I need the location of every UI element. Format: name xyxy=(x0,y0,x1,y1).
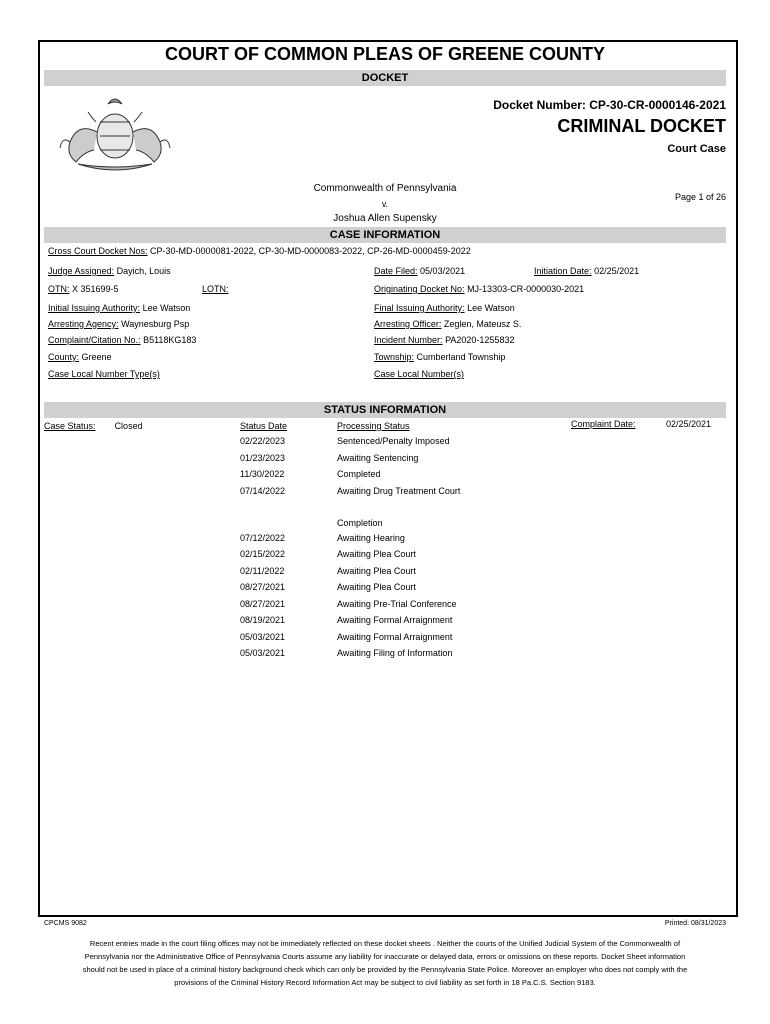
township-row xyxy=(374,352,505,362)
township-label: Township: xyxy=(374,352,415,362)
judge-label: Judge Assigned: xyxy=(48,266,115,276)
pennsylvania-seal-icon xyxy=(48,92,183,174)
processing-status-cell: Awaiting Pre-Trial Conference xyxy=(337,598,457,609)
arresting-officer-row xyxy=(374,319,521,329)
processing-status-cell: Awaiting Formal Arraignment xyxy=(337,631,453,642)
status-date-cell: 02/15/2022 xyxy=(240,549,286,559)
arresting-officer-value: Zeglen, Mateusz S. xyxy=(443,319,522,329)
initial-auth-value: Lee Watson xyxy=(142,303,191,313)
complaint-value: B5118KG183 xyxy=(143,335,197,345)
county-row xyxy=(48,352,112,362)
processing-status-cell: Awaiting Hearing xyxy=(337,532,405,543)
status-date-cell: 02/22/2023 xyxy=(240,436,286,446)
incident-label: Incident Number: xyxy=(374,335,443,345)
status-date-cell: 07/14/2022 xyxy=(240,485,286,496)
processing-status-cell: Awaiting Sentencing xyxy=(337,452,419,463)
case-kind: Court Case xyxy=(667,143,726,155)
status-date-cell: 11/30/2022 xyxy=(240,469,285,479)
caption-line3: Joshua Allen Supensky xyxy=(333,213,437,224)
processing-status-cell: Awaiting Plea Court xyxy=(337,549,416,559)
processing-status-cell: Sentenced/Penalty Imposed xyxy=(337,436,450,446)
processing-status-cell: Completed xyxy=(337,469,381,479)
arresting-agency-label: Arresting Agency: xyxy=(48,319,119,329)
cross-court-row xyxy=(48,246,471,256)
status-date-cell: 08/27/2021 xyxy=(240,598,286,609)
initial-auth-row xyxy=(48,303,190,313)
processing-status-cell: Awaiting Filing of Information xyxy=(337,648,453,658)
county-value: Greene xyxy=(81,352,112,362)
processing-status-cell: Completion xyxy=(337,517,383,528)
case-status-row xyxy=(44,421,143,431)
otn-value: X 351699-5 xyxy=(72,284,119,294)
processing-status-cell: Awaiting Drug Treatment Court xyxy=(337,485,461,496)
orig-docket-row xyxy=(374,284,584,294)
status-date-cell: 05/03/2021 xyxy=(240,631,286,642)
arresting-officer-label: Arresting Officer: xyxy=(374,319,442,329)
status-date-cell: 01/23/2023 xyxy=(240,452,286,463)
initiation-label: Initiation Date: xyxy=(534,266,592,276)
processing-header: Processing Status xyxy=(337,421,410,431)
arresting-agency-row xyxy=(48,319,189,329)
final-auth-value: Lee Watson xyxy=(467,303,515,313)
status-date-header: Status Date xyxy=(240,421,288,431)
arresting-agency-value: Waynesburg Psp xyxy=(121,319,190,329)
processing-status-cell: Awaiting Formal Arraignment xyxy=(337,615,453,625)
docket-type: CRIMINAL DOCKET xyxy=(557,116,726,136)
docket-bar: DOCKET xyxy=(44,70,726,86)
cross-court-value: CP-30-MD-0000081-2022, CP-30-MD-0000083-2022, CP-26-MD-0000459-2022 xyxy=(150,246,471,256)
complaint-label: Complaint/Citation No.: xyxy=(48,335,141,345)
date-filed-value: 05/03/2021 xyxy=(420,266,466,276)
caption-line1: Commonwealth of Pennsylvania xyxy=(313,183,457,194)
form-code: CPCMS 9082 xyxy=(44,920,87,927)
township-value: Cumberland Township xyxy=(416,352,506,362)
orig-docket-label: Originating Docket No: xyxy=(374,284,465,294)
caption-line2: v. xyxy=(381,199,389,209)
status-date-cell: 07/12/2022 xyxy=(240,532,286,543)
status-date-cell: 05/03/2021 xyxy=(240,648,286,658)
final-auth-row xyxy=(374,303,515,313)
case-status-label: Case Status: xyxy=(44,421,96,431)
local-type-label: Case Local Number Type(s) xyxy=(48,369,160,379)
case-status-value: Closed xyxy=(114,421,143,431)
initial-auth-label: Initial Issuing Authority: xyxy=(48,303,141,313)
disclaimer: Recent entries made in the court filing offices may not be immediately reflected on these docket sheets . Neither the courts of the Unified Judicial System of the Commonwealth of Pennsylvania nor the Administrative Office of Pennsylvania Courts assume any liability for inaccurate or delayed data, errors or omissions on these reports. Docket Sheet information should not be used in place of a criminal history background check which can only be provided by the Pennsylvania State Police. Moreover an employer who does not comply with the provisions of the Criminal History Record Information Act may be subject to civil liability as set forth in 18 Pa.C.S. Section 9183. xyxy=(82,939,688,987)
status-date-cell: 08/19/2021 xyxy=(240,615,286,625)
final-auth-label: Final Issuing Authority: xyxy=(374,303,465,313)
otn-label: OTN: xyxy=(48,284,70,294)
status-information-bar: STATUS INFORMATION xyxy=(44,402,726,418)
initiation-row xyxy=(534,266,639,276)
complaint-date-label: Complaint Date: xyxy=(571,419,636,429)
judge-value: Dayich, Louis xyxy=(116,266,171,276)
orig-docket-value: MJ-13303-CR-0000030-2021 xyxy=(467,284,585,294)
case-information-bar: CASE INFORMATION xyxy=(44,227,726,243)
county-label: County: xyxy=(48,352,80,362)
complaint-date-value: 02/25/2021 xyxy=(666,419,712,429)
page-label: Page 1 of 26 xyxy=(674,192,726,202)
processing-status-cell: Awaiting Plea Court xyxy=(337,582,416,592)
status-date-cell: 02/11/2022 xyxy=(240,565,285,576)
incident-value: PA2020-1255832 xyxy=(445,335,515,345)
court-title: COURT OF COMMON PLEAS OF GREENE COUNTY xyxy=(164,44,605,64)
status-date-cell: 08/27/2021 xyxy=(240,582,286,592)
complaint-row xyxy=(48,335,196,345)
initiation-value: 02/25/2021 xyxy=(594,266,640,276)
printed-date: Printed: 08/31/2023 xyxy=(664,920,726,927)
local-number-label: Case Local Number(s) xyxy=(374,369,465,379)
processing-status-cell: Awaiting Plea Court xyxy=(337,565,416,576)
date-filed-label: Date Filed: xyxy=(374,266,418,276)
docket-number: Docket Number: CP-30-CR-0000146-2021 xyxy=(493,98,726,112)
otn-row xyxy=(48,284,119,294)
incident-row xyxy=(374,335,514,345)
date-filed-row xyxy=(374,266,465,276)
lotn-label: LOTN: xyxy=(202,284,229,294)
cross-court-label: Cross Court Docket Nos: xyxy=(48,246,148,256)
judge-row xyxy=(48,266,171,276)
